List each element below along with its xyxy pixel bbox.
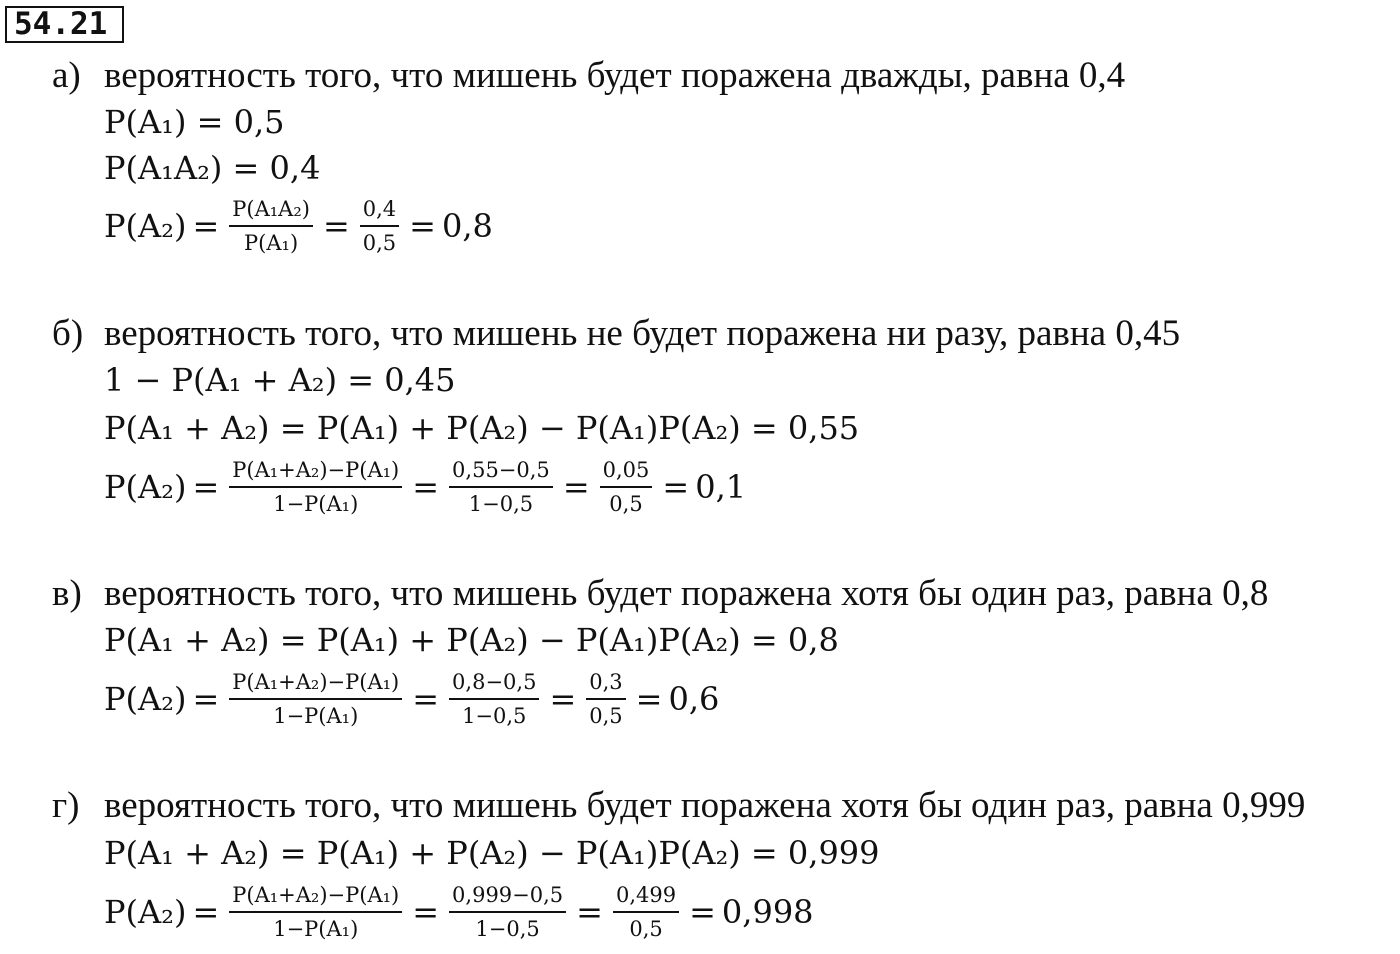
fraction	[449, 882, 566, 942]
section-a-formula	[104, 194, 493, 258]
equals-sign: =	[412, 680, 440, 718]
fraction	[600, 457, 653, 517]
fraction	[449, 669, 539, 729]
fraction-numerator: P(A₁+A₂)−P(A₁)	[229, 882, 402, 913]
fraction-numerator: 0,4	[360, 196, 399, 227]
formula-lhs: P(A₂)	[104, 680, 187, 718]
section-b-formula	[104, 455, 746, 519]
equals-sign: =	[192, 893, 220, 931]
fraction-numerator: P(A₁A₂)	[229, 196, 313, 227]
fraction-numerator: P(A₁+A₂)−P(A₁)	[229, 457, 402, 488]
equals-sign: =	[192, 207, 220, 245]
section-b-label: б)	[52, 313, 84, 354]
section-a-line1: P(A₁) = 0,5	[104, 103, 285, 141]
fraction-denominator: 1−0,5	[475, 917, 540, 941]
equals-sign: =	[322, 207, 350, 245]
equals-sign: =	[635, 680, 663, 718]
equals-sign: =	[662, 468, 690, 506]
equals-sign: =	[192, 468, 220, 506]
fraction-numerator: P(A₁+A₂)−P(A₁)	[229, 669, 402, 700]
formula-result: 0,1	[695, 468, 747, 506]
fraction	[229, 669, 402, 729]
equals-sign: =	[412, 893, 440, 931]
section-a-text: вероятность того, что мишень будет поражена дважды, равна 0,4	[104, 55, 1126, 96]
fraction-numerator: 0,8−0,5	[449, 669, 539, 700]
fraction	[449, 457, 553, 517]
equals-sign: =	[409, 207, 436, 245]
section-d-label: г)	[52, 785, 80, 826]
section-d-formula	[104, 880, 814, 944]
equals-sign: =	[549, 680, 577, 718]
fraction-denominator: 0,5	[589, 704, 623, 728]
fraction-denominator: 1−P(A₁)	[273, 917, 359, 941]
equals-sign: =	[689, 893, 716, 931]
fraction-denominator: 0,5	[609, 492, 643, 516]
equals-sign: =	[562, 468, 590, 506]
section-b-line1: 1 − P(A₁ + A₂) = 0,45	[104, 361, 456, 399]
fraction-denominator: 1−0,5	[468, 492, 534, 516]
section-d-line1: P(A₁ + A₂) = P(A₁) + P(A₂) − P(A₁)P(A₂) = 0,999	[104, 834, 880, 872]
equals-sign: =	[412, 468, 440, 506]
section-a-line2: P(A₁A₂) = 0,4	[104, 149, 321, 187]
fraction-denominator: 1−P(A₁)	[273, 704, 359, 728]
section-c-line1: P(A₁ + A₂) = P(A₁) + P(A₂) − P(A₁)P(A₂) = 0,8	[104, 621, 839, 659]
fraction	[229, 457, 402, 517]
formula-lhs: P(A₂)	[104, 468, 187, 506]
fraction-numerator: 0,55−0,5	[449, 457, 553, 488]
formula-result: 0,6	[668, 680, 720, 718]
section-c-label: в)	[52, 573, 82, 614]
fraction	[360, 196, 399, 256]
fraction	[613, 882, 679, 942]
section-b-text: вероятность того, что мишень не будет поражена ни разу, равна 0,45	[104, 313, 1181, 354]
section-d-text: вероятность того, что мишень будет поражена хотя бы один раз, равна 0,999	[104, 785, 1306, 826]
equals-sign: =	[576, 893, 603, 931]
formula-result: 0,8	[441, 207, 493, 245]
fraction-denominator: 1−P(A₁)	[273, 492, 359, 516]
section-c-text: вероятность того, что мишень будет поражена хотя бы один раз, равна 0,8	[104, 573, 1269, 614]
fraction	[229, 196, 313, 256]
fraction-denominator: 0,5	[629, 917, 663, 941]
fraction-denominator: 0,5	[362, 231, 397, 255]
task-number: 54.21	[14, 6, 108, 42]
fraction-numerator: 0,05	[600, 457, 653, 488]
formula-lhs: P(A₂)	[104, 893, 187, 931]
section-b-line2: P(A₁ + A₂) = P(A₁) + P(A₂) − P(A₁)P(A₂) = 0,55	[104, 409, 860, 447]
formula-result: 0,998	[721, 893, 814, 931]
fraction	[586, 669, 625, 729]
fraction-numerator: 0,499	[613, 882, 679, 913]
fraction-numerator: 0,3	[586, 669, 625, 700]
section-c-formula	[104, 667, 719, 731]
fraction-denominator: 1−0,5	[462, 704, 527, 728]
formula-lhs: P(A₂)	[104, 207, 187, 245]
fraction-numerator: 0,999−0,5	[449, 882, 566, 913]
section-a-label: а)	[52, 55, 81, 96]
fraction	[229, 882, 402, 942]
fraction-denominator: P(A₁)	[244, 231, 299, 255]
equals-sign: =	[192, 680, 220, 718]
